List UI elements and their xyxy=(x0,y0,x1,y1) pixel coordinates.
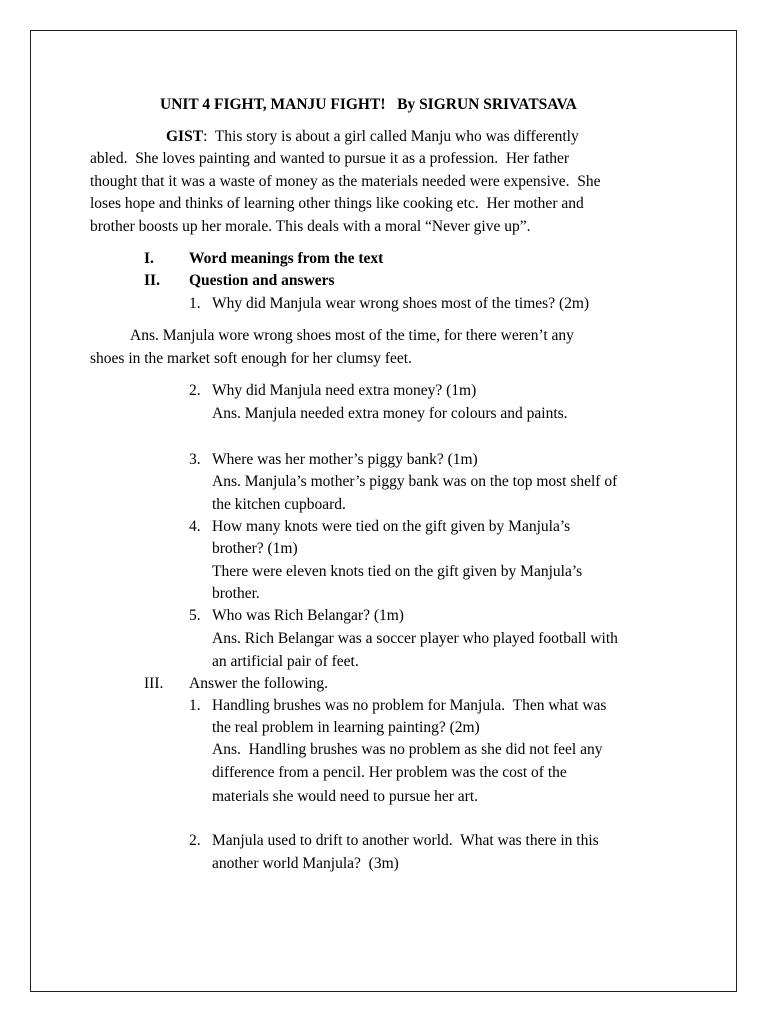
q3-answer-line-2: the kitchen cupboard. xyxy=(212,496,346,513)
iii-q2-line-2: another world Manjula? (3m) xyxy=(212,855,399,872)
section-heading-word-meanings: Word meanings from the text xyxy=(189,250,384,267)
q4-num: 4. xyxy=(189,518,201,535)
iii-q1-num: 1. xyxy=(189,697,201,714)
q2-question: Why did Manjula need extra money? (1m) xyxy=(212,382,477,399)
q5-answer-line-1: Ans. Rich Belangar was a soccer player who played football with xyxy=(212,630,618,647)
gist-label: GIST xyxy=(166,128,204,145)
iii-q1-answer-line-1: Ans. Handling brushes was no problem as she did not feel any xyxy=(212,741,603,758)
q5-answer-line-2: an artificial pair of feet. xyxy=(212,653,359,670)
q4-question-line-1: How many knots were tied on the gift given by Manjula’s xyxy=(212,518,571,535)
gist-line-3: thought that it was a waste of money as the materials needed were expensive. She xyxy=(90,173,601,190)
q1-answer-line-1: Ans. Manjula wore wrong shoes most of the time, for there weren’t any xyxy=(130,327,574,344)
q3-num: 3. xyxy=(189,451,201,468)
q5-question: Who was Rich Belangar? (1m) xyxy=(212,607,404,624)
q1-question: Why did Manjula wear wrong shoes most of the times? (2m) xyxy=(212,295,590,312)
q5-num: 5. xyxy=(189,607,201,624)
q2-num: 2. xyxy=(189,382,201,399)
q4-question-line-2: brother? (1m) xyxy=(212,540,298,557)
q3-question: Where was her mother’s piggy bank? (1m) xyxy=(212,451,478,468)
section-heading-answer-following: Answer the following. xyxy=(189,675,329,692)
section-heading-qa: Question and answers xyxy=(189,272,335,289)
gist-line-5: brother boosts up her morale. This deals with a moral “Never give up”. xyxy=(90,218,531,235)
page-title: UNIT 4 FIGHT, MANJU FIGHT! By SIGRUN SRIVATSAVA xyxy=(160,96,577,113)
q2-answer: Ans. Manjula needed extra money for colours and paints. xyxy=(212,405,568,422)
gist-line-2: abled. She loves painting and wanted to pursue it as a profession. Her father xyxy=(90,150,570,167)
q4-answer-line-1: There were eleven knots tied on the gift given by Manjula’s xyxy=(212,563,583,580)
section-num-1: I. xyxy=(144,250,154,267)
q3-answer-line-1: Ans. Manjula’s mother’s piggy bank was on the top most shelf of xyxy=(212,473,618,490)
iii-q1-line-2: the real problem in learning painting? (2m) xyxy=(212,719,480,736)
q1-answer-line-2: shoes in the market soft enough for her clumsy feet. xyxy=(90,350,412,367)
iii-q2-num: 2. xyxy=(189,832,201,849)
gist-line-1: GIST: This story is about a girl called Manju who was differently xyxy=(166,128,579,145)
iii-q1-line-1: Handling brushes was no problem for Manjula. Then what was xyxy=(212,697,607,714)
section-num-2: II. xyxy=(144,272,160,289)
q1-num: 1. xyxy=(189,295,201,312)
gist-line-4: loses hope and thinks of learning other things like cooking etc. Her mother and xyxy=(90,195,584,212)
q4-answer-line-2: brother. xyxy=(212,585,260,602)
section-num-3: III. xyxy=(144,675,164,692)
iii-q1-answer-line-2: difference from a pencil. Her problem was the cost of the xyxy=(212,764,567,781)
iii-q1-answer-line-3: materials she would need to pursue her art. xyxy=(212,788,478,805)
iii-q2-line-1: Manjula used to drift to another world. What was there in this xyxy=(212,832,599,849)
